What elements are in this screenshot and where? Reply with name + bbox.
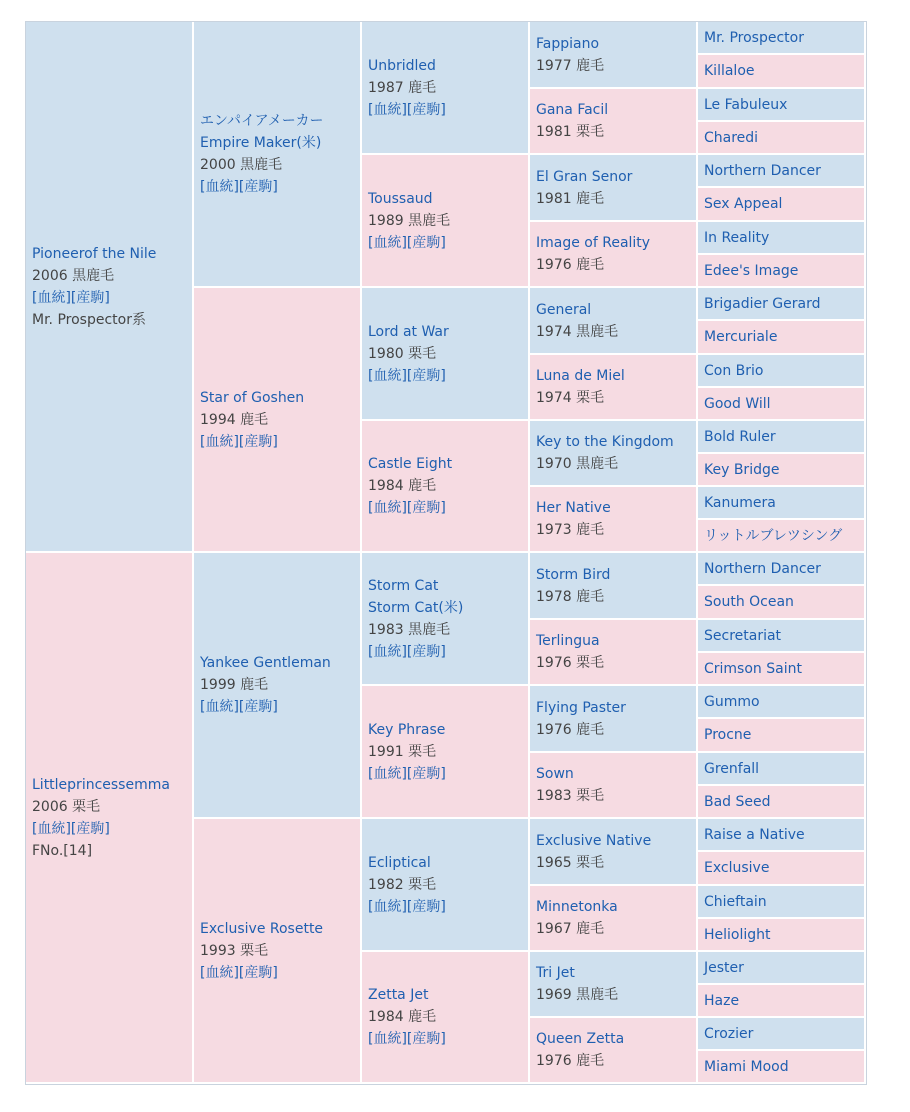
pedigree-links: [血統][産駒] bbox=[200, 699, 278, 715]
horse-name-link[interactable]: Ecliptical bbox=[368, 854, 431, 871]
gen5-cell bbox=[698, 355, 866, 388]
offspring-link[interactable]: 産駒 bbox=[412, 1031, 441, 1047]
horse-name-link[interactable]: エンパイアメーカー bbox=[200, 113, 324, 129]
horse-name-link[interactable]: Storm Bird bbox=[536, 566, 611, 583]
birth-info: 1989 黒鹿毛 bbox=[368, 212, 451, 229]
horse-name-link[interactable]: Tri Jet bbox=[536, 965, 575, 981]
horse-name-link[interactable]: Lord at War bbox=[368, 323, 449, 340]
pedigree-link[interactable]: 血統 bbox=[373, 898, 402, 915]
horse-name-link[interactable]: Le Fabuleux bbox=[704, 96, 788, 113]
gen5-cell bbox=[698, 388, 866, 421]
gen3-cell bbox=[362, 686, 530, 819]
birth-info: 1978 鹿毛 bbox=[536, 588, 605, 605]
horse-name-link[interactable]: Secretariat bbox=[704, 627, 782, 644]
horse-name-link[interactable]: Fappiano bbox=[536, 35, 600, 52]
horse-name-link[interactable]: Her Native bbox=[536, 500, 611, 516]
pedigree-links: [血統][産駒] bbox=[32, 289, 110, 306]
gen5-cell bbox=[698, 719, 866, 753]
horse-name-link[interactable]: Yankee Gentleman bbox=[200, 655, 331, 671]
horse-name-link[interactable]: Gana Facil bbox=[536, 102, 609, 118]
birth-info: 1969 黒鹿毛 bbox=[536, 987, 619, 1003]
birth-info: 1974 黒鹿毛 bbox=[536, 323, 619, 340]
pedigree-link[interactable]: 血統 bbox=[373, 101, 402, 118]
gen4-cell bbox=[530, 288, 698, 355]
horse-name-link[interactable]: Exclusive Rosette bbox=[200, 920, 324, 937]
horse-alt-name-link[interactable]: Empire Maker(米) bbox=[200, 135, 322, 151]
gen4-cell bbox=[530, 952, 698, 1018]
gen3-cell bbox=[362, 952, 530, 1084]
horse-name-link[interactable]: Raise a Native bbox=[704, 826, 805, 843]
pedigree-links: [血統][産駒] bbox=[368, 500, 446, 516]
pedigree-link[interactable]: 血統 bbox=[37, 820, 66, 837]
offspring-link[interactable]: 産駒 bbox=[244, 699, 273, 715]
gen5-cell bbox=[698, 222, 866, 255]
gen4-cell bbox=[530, 553, 698, 620]
horse-name-link[interactable]: Procne bbox=[704, 727, 752, 743]
offspring-link[interactable]: 産駒 bbox=[244, 433, 273, 450]
gen5-cell bbox=[698, 1018, 866, 1051]
offspring-link[interactable]: 産駒 bbox=[412, 898, 441, 915]
gen5-cell bbox=[698, 155, 866, 188]
birth-info: 1965 栗毛 bbox=[536, 854, 605, 871]
gen5-cell bbox=[698, 288, 866, 321]
sire-cell bbox=[26, 22, 194, 553]
horse-alt-name-link[interactable]: Storm Cat(米) bbox=[368, 599, 464, 616]
gen2-cell bbox=[194, 22, 362, 288]
pedigree-link[interactable]: 血統 bbox=[37, 289, 66, 306]
pedigree-links: [血統][産駒] bbox=[368, 898, 446, 915]
birth-info: 1974 栗毛 bbox=[536, 390, 605, 406]
horse-name-link[interactable]: General bbox=[536, 301, 592, 318]
gen4-cell bbox=[530, 355, 698, 421]
horse-name-link[interactable]: Queen Zetta bbox=[536, 1031, 625, 1047]
gen5-cell bbox=[698, 952, 866, 985]
pedigree-links: [血統][産駒] bbox=[200, 964, 278, 981]
dam-cell bbox=[26, 553, 194, 1084]
pedigree-link[interactable]: 血統 bbox=[373, 500, 402, 516]
birth-info: 1993 栗毛 bbox=[200, 942, 269, 959]
pedigree-link[interactable]: 血統 bbox=[205, 433, 234, 450]
horse-name-link[interactable]: Good Will bbox=[704, 395, 771, 412]
birth-info: 1967 鹿毛 bbox=[536, 921, 605, 937]
pedigree-link[interactable]: 血統 bbox=[205, 179, 234, 195]
horse-name-link[interactable]: Luna de Miel bbox=[536, 368, 625, 384]
horse-name-link[interactable]: Heliolight bbox=[704, 926, 771, 943]
pedigree-links: [血統][産駒] bbox=[368, 643, 446, 660]
gen3-cell bbox=[362, 421, 530, 553]
horse-name-link[interactable]: Storm Cat bbox=[368, 577, 439, 594]
birth-info: 1970 黒鹿毛 bbox=[536, 456, 619, 472]
sire-line-label: Mr. Prospector系 bbox=[32, 311, 146, 328]
horse-name-link[interactable]: Bold Ruler bbox=[704, 428, 776, 445]
birth-info: 1980 栗毛 bbox=[368, 345, 437, 362]
offspring-link[interactable]: 産駒 bbox=[412, 643, 441, 660]
gen5-cell bbox=[698, 620, 866, 653]
horse-name-link[interactable]: Crimson Saint bbox=[704, 660, 802, 677]
pedigree-links: [血統][産駒] bbox=[368, 765, 446, 782]
gen5-cell bbox=[698, 919, 866, 952]
horse-name-link[interactable]: リットルブレツシング bbox=[704, 527, 843, 544]
birth-info: 2006 黒鹿毛 bbox=[32, 267, 115, 284]
offspring-link[interactable]: 産駒 bbox=[76, 289, 105, 306]
horse-name-link[interactable]: Exclusive Native bbox=[536, 832, 652, 849]
horse-name-link[interactable]: Haze bbox=[704, 992, 740, 1009]
birth-info: 1984 鹿毛 bbox=[368, 478, 437, 494]
pedigree-links: [血統][産駒] bbox=[368, 367, 446, 384]
birth-info: 1973 鹿毛 bbox=[536, 522, 605, 538]
pedigree-link[interactable]: 血統 bbox=[373, 1031, 402, 1047]
gen4-cell bbox=[530, 686, 698, 753]
pedigree-link[interactable]: 血統 bbox=[373, 765, 402, 782]
gen4-cell bbox=[530, 886, 698, 952]
horse-name-link[interactable]: Exclusive bbox=[704, 860, 770, 876]
gen5-cell bbox=[698, 89, 866, 122]
horse-name-link[interactable]: Northern Dancer bbox=[704, 162, 821, 179]
horse-name-link[interactable]: Chieftain bbox=[704, 893, 767, 910]
horse-name-link[interactable]: Terlingua bbox=[536, 633, 600, 649]
offspring-link[interactable]: 産駒 bbox=[244, 179, 273, 195]
offspring-link[interactable]: 産駒 bbox=[412, 101, 441, 118]
horse-name-link[interactable]: Miami Mood bbox=[704, 1058, 789, 1075]
gen5-cell bbox=[698, 55, 866, 89]
horse-name-link[interactable]: Sex Appeal bbox=[704, 196, 783, 212]
pedigree-links: [血統][産駒] bbox=[368, 101, 446, 118]
gen4-cell bbox=[530, 155, 698, 222]
gen5-cell bbox=[698, 886, 866, 919]
horse-name-link[interactable]: Crozier bbox=[704, 1025, 754, 1042]
gen3-cell bbox=[362, 819, 530, 952]
pedigree-links: [血統][産駒] bbox=[200, 179, 278, 195]
horse-name-link[interactable]: Mercuriale bbox=[704, 329, 778, 345]
horse-name-link[interactable]: Mr. Prospector bbox=[704, 29, 804, 46]
gen4-cell bbox=[530, 620, 698, 686]
gen5-cell bbox=[698, 653, 866, 686]
gen5-cell bbox=[698, 188, 866, 222]
horse-name-link[interactable]: El Gran Senor bbox=[536, 168, 633, 185]
horse-name-link[interactable]: Charedi bbox=[704, 129, 759, 146]
gen5-cell bbox=[698, 985, 866, 1018]
gen3-cell bbox=[362, 155, 530, 288]
horse-name-link[interactable]: Edee's Image bbox=[704, 262, 799, 279]
gen5-cell bbox=[698, 22, 866, 55]
birth-info: 1981 栗毛 bbox=[536, 124, 605, 140]
pedigree-link[interactable]: 血統 bbox=[205, 964, 234, 981]
horse-name-link[interactable]: Key Bridge bbox=[704, 461, 780, 478]
horse-name-link[interactable]: Killaloe bbox=[704, 63, 755, 79]
horse-name-link[interactable]: South Ocean bbox=[704, 594, 794, 610]
birth-info: 1976 鹿毛 bbox=[536, 1053, 605, 1069]
gen4-cell bbox=[530, 22, 698, 89]
birth-info: 1976 鹿毛 bbox=[536, 257, 605, 273]
birth-info: 1983 黒鹿毛 bbox=[368, 621, 451, 638]
pedigree-link[interactable]: 血統 bbox=[373, 234, 402, 251]
gen3-cell bbox=[362, 288, 530, 421]
horse-name-link[interactable]: Con Brio bbox=[704, 362, 764, 379]
horse-name-link[interactable]: Star of Goshen bbox=[200, 389, 305, 406]
horse-name-link[interactable]: Pioneerof the Nile bbox=[32, 245, 157, 262]
offspring-link[interactable]: 産駒 bbox=[412, 765, 441, 782]
horse-name-link[interactable]: Bad Seed bbox=[704, 793, 771, 810]
gen5-cell bbox=[698, 487, 866, 520]
gen5-cell bbox=[698, 1051, 866, 1084]
horse-name-link[interactable]: Minnetonka bbox=[536, 899, 618, 915]
horse-name-link[interactable]: Brigadier Gerard bbox=[704, 295, 821, 312]
birth-info: 1983 栗毛 bbox=[536, 788, 605, 804]
gen5-cell bbox=[698, 852, 866, 886]
birth-info: 1999 鹿毛 bbox=[200, 677, 269, 693]
horse-name-link[interactable]: Grenfall bbox=[704, 760, 760, 777]
gen4-cell bbox=[530, 421, 698, 487]
pedigree-link[interactable]: 血統 bbox=[373, 367, 402, 384]
gen5-cell bbox=[698, 686, 866, 719]
horse-name-link[interactable]: Sown bbox=[536, 766, 574, 782]
pedigree-link[interactable]: 血統 bbox=[205, 699, 234, 715]
horse-name-link[interactable]: In Reality bbox=[704, 229, 770, 246]
horse-name-link[interactable]: Key Phrase bbox=[368, 721, 446, 738]
birth-info: 2000 黒鹿毛 bbox=[200, 157, 283, 173]
horse-name-link[interactable]: Jester bbox=[704, 959, 744, 976]
gen4-cell bbox=[530, 89, 698, 155]
horse-name-link[interactable]: Castle Eight bbox=[368, 456, 453, 472]
birth-info: 2006 栗毛 bbox=[32, 798, 101, 815]
gen2-cell bbox=[194, 288, 362, 553]
gen4-cell bbox=[530, 487, 698, 553]
gen5-cell bbox=[698, 753, 866, 786]
horse-name-link[interactable]: Toussaud bbox=[368, 190, 433, 207]
gen5-cell bbox=[698, 421, 866, 454]
pedigree-links: [血統][産駒] bbox=[200, 433, 278, 450]
horse-name-link[interactable]: Key to the Kingdom bbox=[536, 434, 674, 450]
offspring-link[interactable]: 産駒 bbox=[412, 500, 441, 516]
gen3-cell bbox=[362, 553, 530, 686]
family-number: FNo.[14] bbox=[32, 842, 93, 859]
horse-name-link[interactable]: Zetta Jet bbox=[368, 987, 429, 1003]
gen4-cell bbox=[530, 1018, 698, 1084]
gen5-cell bbox=[698, 454, 866, 487]
gen4-cell bbox=[530, 819, 698, 886]
birth-info: 1977 鹿毛 bbox=[536, 57, 605, 74]
gen2-cell bbox=[194, 819, 362, 1084]
pedigree-links: [血統][産駒] bbox=[368, 1031, 446, 1047]
birth-info: 1976 栗毛 bbox=[536, 655, 605, 671]
gen4-cell bbox=[530, 222, 698, 288]
birth-info: 1984 鹿毛 bbox=[368, 1009, 437, 1025]
offspring-link[interactable]: 産駒 bbox=[412, 367, 441, 384]
gen5-cell bbox=[698, 786, 866, 819]
gen5-cell bbox=[698, 553, 866, 586]
horse-name-link[interactable]: Flying Paster bbox=[536, 699, 626, 716]
gen3-cell bbox=[362, 22, 530, 155]
offspring-link[interactable]: 産駒 bbox=[76, 820, 105, 837]
offspring-link[interactable]: 産駒 bbox=[412, 234, 441, 251]
birth-info: 1991 栗毛 bbox=[368, 743, 437, 760]
gen4-cell bbox=[530, 753, 698, 819]
pedigree-links: [血統][産駒] bbox=[368, 234, 446, 251]
gen2-cell bbox=[194, 553, 362, 819]
gen5-cell bbox=[698, 255, 866, 288]
horse-name-link[interactable]: Unbridled bbox=[368, 57, 436, 74]
birth-info: 1987 鹿毛 bbox=[368, 79, 437, 96]
horse-name-link[interactable]: Northern Dancer bbox=[704, 560, 821, 577]
gen5-cell bbox=[698, 819, 866, 852]
pedigree-table bbox=[25, 21, 867, 1085]
pedigree-link[interactable]: 血統 bbox=[373, 643, 402, 660]
birth-info: 1976 鹿毛 bbox=[536, 721, 605, 738]
gen5-cell bbox=[698, 122, 866, 155]
pedigree-links: [血統][産駒] bbox=[32, 820, 110, 837]
gen5-cell bbox=[698, 520, 866, 553]
birth-info: 1994 鹿毛 bbox=[200, 411, 269, 428]
horse-name-link[interactable]: Littleprincessemma bbox=[32, 776, 170, 793]
horse-name-link[interactable]: Kanumera bbox=[704, 494, 776, 511]
birth-info: 1982 栗毛 bbox=[368, 876, 437, 893]
horse-name-link[interactable]: Gummo bbox=[704, 693, 760, 710]
horse-name-link[interactable]: Image of Reality bbox=[536, 235, 651, 251]
gen5-cell bbox=[698, 321, 866, 355]
offspring-link[interactable]: 産駒 bbox=[244, 964, 273, 981]
birth-info: 1981 鹿毛 bbox=[536, 190, 605, 207]
gen5-cell bbox=[698, 586, 866, 620]
